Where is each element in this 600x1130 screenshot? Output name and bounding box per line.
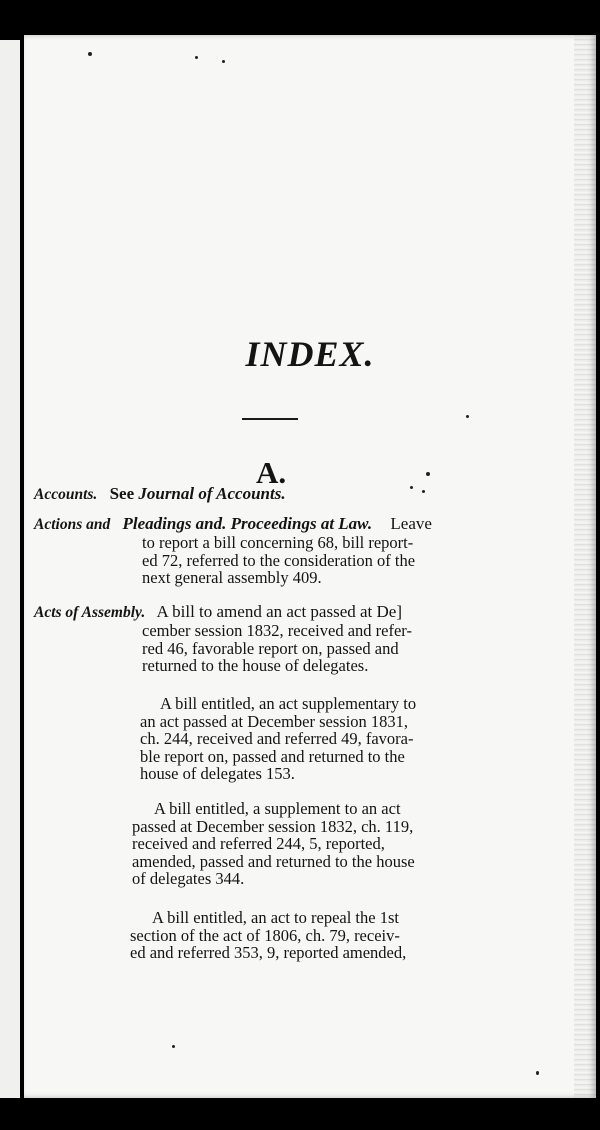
entry-heading-accounts: Accounts. <box>34 486 98 503</box>
entry-actions-first-line <box>34 514 432 534</box>
acts-para-2-line-3: ch. 244, received and referred 49, favora- <box>140 729 414 748</box>
acts-para-1-line-1: A bill to amend an act passed at De] <box>156 602 403 621</box>
acts-para-3-line-5: of delegates 344. <box>132 869 245 888</box>
entry-reference-accounts: Journal of Accounts. <box>138 484 286 503</box>
acts-para-4-line-1: A bill entitled, an act to repeal the 1st <box>152 908 399 927</box>
print-speck <box>195 56 198 59</box>
print-speck <box>172 1045 175 1048</box>
print-speck <box>466 415 469 418</box>
acts-para-3-line-4: amended, passed and returned to the house <box>132 851 415 871</box>
facing-page-edge <box>0 40 20 1098</box>
acts-para-3-line-3: received and referred 244, 5, reported, <box>132 834 385 853</box>
acts-para-1-line-4: returned to the house of delegates. <box>142 656 369 675</box>
acts-para-3-line-2: passed at December session 1832, ch. 119, <box>132 816 414 836</box>
acts-paragraph-4 <box>130 909 480 962</box>
entry-actions-line-4: next general assembly 409. <box>142 568 322 587</box>
acts-paragraph-2 <box>140 695 485 783</box>
acts-para-2-line-4: ble report on, passed and returned to the <box>140 746 405 766</box>
acts-para-1-line-2: cember session 1832, received and refer- <box>142 621 412 640</box>
entry-actions-line-2: to report a bill concerning 68, bill report- <box>142 533 414 552</box>
acts-para-2-line-5: house of delegates 153. <box>140 764 295 783</box>
entry-actions-line-1: Leave <box>390 514 432 533</box>
print-speck <box>536 1071 539 1075</box>
acts-para-3-line-1: A bill entitled, a supplement to an act <box>154 799 401 818</box>
entry-heading-actions: Actions and <box>34 516 111 533</box>
page-title: INDEX. <box>245 334 375 374</box>
acts-paragraph-1 <box>142 622 487 675</box>
acts-para-2-line-1: A bill entitled, an act supplementary to <box>160 694 417 713</box>
acts-para-4-line-3: ed and referred 353, 9, reported amended, <box>130 943 407 962</box>
entry-actions-body <box>142 534 487 587</box>
print-speck <box>222 60 225 63</box>
document-page <box>24 35 596 1098</box>
print-speck <box>422 490 425 493</box>
entry-reference-actions: Pleadings and. Proceedings at Law. <box>122 514 373 533</box>
entry-see-word: See <box>109 484 135 503</box>
section-letter: A. <box>256 455 287 490</box>
entry-accounts <box>34 484 286 504</box>
print-speck <box>426 472 430 476</box>
entry-actions-line-3: ed 72, referred to the consideration of the <box>142 550 416 570</box>
acts-para-4-line-2: section of the act of 1806, ch. 79, receiv- <box>130 925 400 945</box>
entry-acts-first-line <box>34 602 402 622</box>
acts-para-2-line-2: an act passed at December session 1831, <box>140 711 409 731</box>
acts-para-1-line-3: red 46, favorable report on, passed and <box>142 638 399 658</box>
entry-heading-acts: Acts of Assembly. <box>34 604 146 621</box>
print-speck <box>410 486 413 489</box>
title-rule <box>242 418 298 420</box>
acts-paragraph-3 <box>132 800 482 888</box>
print-speck <box>88 52 92 56</box>
